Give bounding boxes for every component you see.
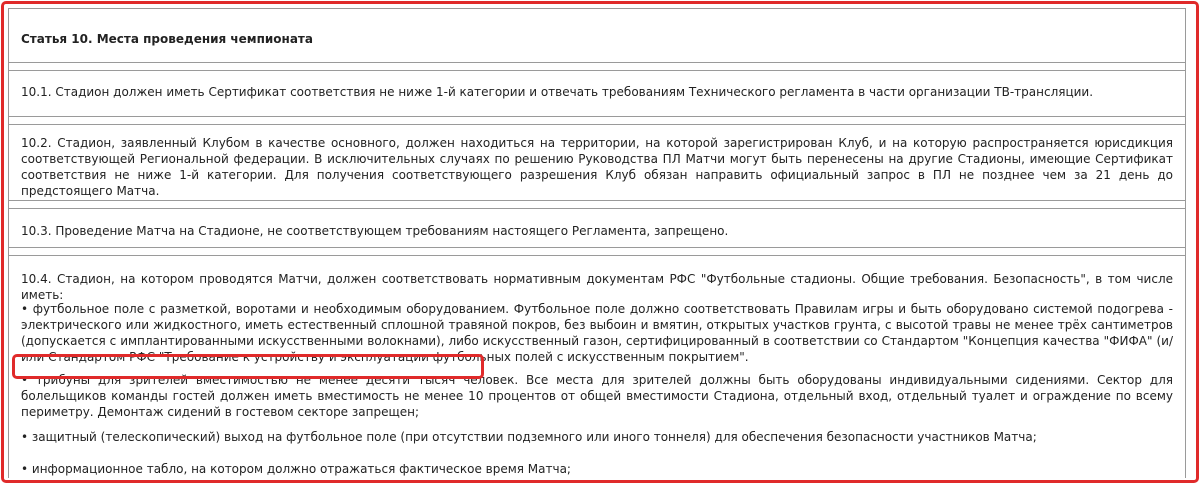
paragraph-10-4: 10.4. Стадион, на котором проводятся Матчи, должен соответствовать нормативным документам РФС "Футбольные стадионы. Общие требования. Безопасность", в том числе иметь: [21, 272, 1173, 302]
highlight-box [12, 354, 484, 379]
bullet-football-field: • футбольное поле с разметкой, воротами и необходимым оборудованием. Футбольное поле должно соответствовать Правилам игры и быть оборудовано системой подогрева - электрического или жидкостного, иметь естественный сплошной травяной покров, без выбоин и вмятин, открытых участков грунта, с высотой травы не менее трёх сантиметров (допускается с имплантированными искусственными волокнами), либо искусственный газон, сертифицированный в соответствии со Стандартом "Концепция качества "ФИФА" (и/или Стандартом РФС "Требование к устройству и эксплуатации футбольных полей с искусственным покрытием". [21, 302, 1173, 364]
paragraph-10-3: 10.3. Проведение Матча на Стадионе, не соответствующем требованиям настоящего Регламента, запрещено. [21, 224, 729, 238]
bullet-stands: • трибуны для зрителей вместимостью не менее десяти тысяч человек. Все места для зрителей должны быть оборудованы индивидуальными сидениями. Сектор для болельщиков команды гостей должен иметь вместимость не менее 10 процентов от общей вместимости Стадиона, отдельный вход, отдельный туалет и ограждение по всему периметру. Демонтаж сидений в гостевом секторе запрещен; [21, 373, 1173, 419]
paragraph-10-2-row [9, 125, 1185, 201]
paragraph-10-1-row [9, 71, 1185, 117]
regulation-table [8, 8, 1186, 478]
paragraph-10-1: 10.1. Стадион должен иметь Сертификат соответствия не ниже 1-й категории и отвечать требованиям Технического регламента в части организации ТВ-трансляции. [21, 85, 1094, 99]
article-title: Статья 10. Места проведения чемпионата [21, 32, 313, 46]
bullet-protective-exit: • защитный (телескопический) выход на футбольное поле (при отсутствии подземного или иного тоннеля) для обеспечения безопасности участников Матча; [21, 430, 1037, 444]
paragraph-10-2: 10.2. Стадион, заявленный Клубом в качестве основного, должен находиться на территории, на которой зарегистрирован Клуб, и на которую распространяется юрисдикция соответствующей Региональной федерации. В исключительных случаях по решению Руководства ПЛ Матчи могут быть перенесены на другие Стадионы, имеющие Сертификат соответствия не ниже 1-й категории. Для получения соответствующего разрешения Клуб обязан направить официальный запрос в ПЛ не позднее чем за 21 день до предстоящего Матча. [21, 136, 1173, 198]
article-title-row [9, 9, 1185, 63]
bullet-scoreboard: • информационное табло, на котором должно отражаться фактическое время Матча; [21, 462, 571, 476]
paragraph-10-3-row [9, 209, 1185, 248]
